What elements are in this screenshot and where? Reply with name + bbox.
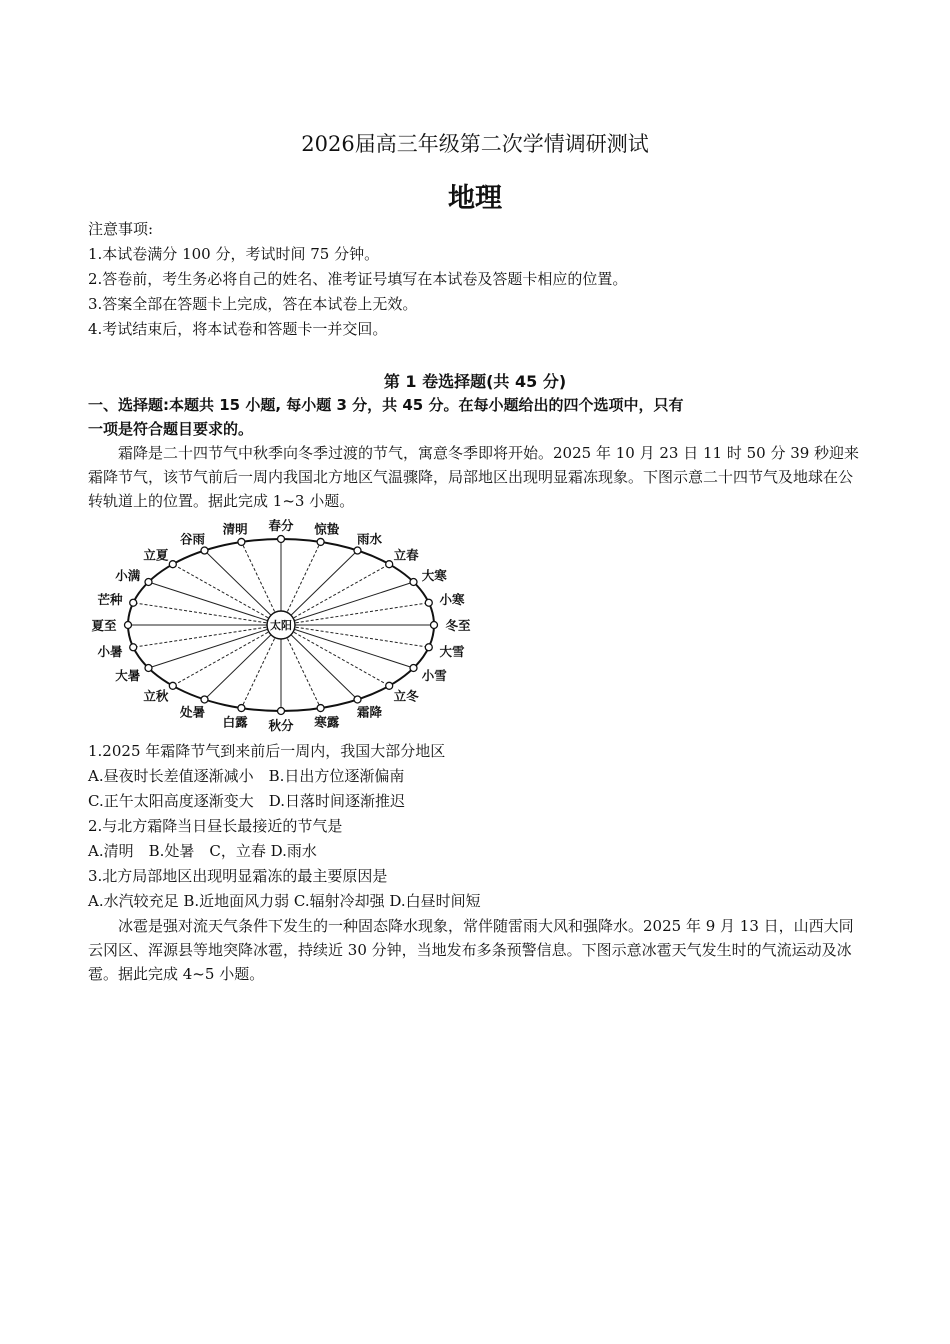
orbit-spoke bbox=[205, 551, 282, 625]
solar-term-label: 小暑 bbox=[97, 643, 123, 659]
orbit-spoke bbox=[281, 603, 429, 625]
orbit-spoke bbox=[173, 564, 281, 625]
solar-term-label: 秋分 bbox=[268, 718, 294, 733]
solar-term-label: 惊蛰 bbox=[314, 521, 340, 537]
question-3-stem: 3.北方局部地区出现明显霜冻的最主要原因是 bbox=[88, 867, 388, 885]
earth-position-dot bbox=[238, 538, 245, 545]
exam-title: 2026届高三年级第二次学情调研测试 bbox=[301, 132, 649, 156]
earth-position-dot bbox=[317, 538, 324, 545]
solar-term-label: 寒露 bbox=[314, 714, 340, 730]
earth-position-dot bbox=[145, 665, 152, 672]
earth-position-dot bbox=[278, 536, 285, 543]
earth-position-dot bbox=[386, 561, 393, 568]
earth-position-dot bbox=[317, 705, 324, 712]
question-1-options: A.昼夜时长差值逐渐减小 B.日出方位逐渐偏南 bbox=[88, 767, 405, 785]
orbit-spoke bbox=[281, 625, 429, 647]
solar-term-label: 雨水 bbox=[356, 531, 383, 547]
passage-hail: 冰雹是强对流天气条件下发生的一种固态降水现象，常伴随雷雨大风和强降水。2025 年 9 月 13 日，山西大同云冈区、浑源县等地突降冰雹，持续近 30 分钟，当地发布多条预警信息。下图示意冰雹天气发生时的气流运动及冰雹。据此完成 4~5 小题。 bbox=[88, 917, 854, 983]
earth-position-dot bbox=[130, 599, 137, 606]
solar-term-label: 大暑 bbox=[115, 668, 141, 683]
solar-term-label: 清明 bbox=[222, 521, 248, 537]
section-instruction: 一项是符合题目要求的。 bbox=[88, 420, 254, 438]
earth-position-dot bbox=[201, 547, 208, 554]
solar-terms-orbit-diagram bbox=[88, 515, 478, 737]
notice-heading: 注意事项: bbox=[88, 220, 154, 238]
orbit-spoke bbox=[205, 625, 282, 699]
solar-term-label: 小满 bbox=[115, 568, 141, 583]
earth-position-dot bbox=[278, 708, 285, 715]
notice-item: 3.答案全部在答题卡上完成，答在本试卷上无效。 bbox=[88, 295, 418, 313]
orbit-spoke bbox=[173, 625, 281, 686]
orbit-spoke bbox=[133, 603, 281, 625]
solar-term-label: 霜降 bbox=[356, 704, 383, 720]
solar-term-label: 大寒 bbox=[421, 568, 447, 583]
orbit-spoke bbox=[281, 582, 414, 625]
solar-term-label: 立冬 bbox=[393, 688, 419, 704]
section-title: 第 1 卷选择题(共 45 分) bbox=[383, 372, 567, 391]
orbit-spoke bbox=[281, 625, 358, 699]
orbit-spoke bbox=[148, 582, 281, 625]
earth-position-dot bbox=[145, 579, 152, 586]
orbit-spoke bbox=[281, 625, 389, 686]
question-1-stem: 1.2025 年霜降节气到来前后一周内，我国大部分地区 bbox=[88, 742, 446, 760]
earth-position-dot bbox=[354, 547, 361, 554]
solar-term-label: 芒种 bbox=[97, 592, 123, 608]
orbit-spoke bbox=[281, 551, 358, 625]
orbit-spoke bbox=[281, 564, 389, 625]
earth-position-dot bbox=[169, 561, 176, 568]
question-1-options: C.正午太阳高度逐渐变大 D.日落时间逐渐推迟 bbox=[88, 792, 405, 810]
orbit-spoke bbox=[133, 625, 281, 647]
earth-position-dot bbox=[425, 644, 432, 651]
solar-term-label: 白露 bbox=[222, 714, 248, 730]
solar-term-label: 冬至 bbox=[445, 618, 471, 633]
orbit-spoke bbox=[281, 625, 414, 668]
earth-position-dot bbox=[201, 696, 208, 703]
question-2-options: A.清明 B.处暑 C，立春 D.雨水 bbox=[88, 842, 317, 860]
earth-position-dot bbox=[238, 705, 245, 712]
sun-label: 太阳 bbox=[270, 619, 292, 632]
solar-term-label: 大雪 bbox=[439, 643, 465, 659]
subject-title: 地理 bbox=[448, 183, 502, 214]
solar-term-label: 小雪 bbox=[421, 668, 447, 683]
notice-item: 4.考试结束后，将本试卷和答题卡一并交回。 bbox=[88, 320, 388, 338]
earth-position-dot bbox=[386, 682, 393, 689]
earth-position-dot bbox=[431, 622, 438, 629]
notice-item: 2.答卷前，考生务必将自己的姓名、准考证号填写在本试卷及答题卡相应的位置。 bbox=[88, 270, 628, 288]
notice-item: 1.本试卷满分 100 分，考试时间 75 分钟。 bbox=[88, 245, 380, 263]
passage-frost: 霜降是二十四节气中秋季向冬季过渡的节气，寓意冬季即将开始。2025 年 10 月 23 日 11 时 50 分 39 秒迎来霜降节气，该节气前后一周内我国北方地区气温骤降，局部地区出现明显霜冻现象。下图示意二十四节气及地球在公转轨道上的位置。据此完成 1~3 小题。 bbox=[88, 444, 860, 510]
question-2-stem: 2.与北方霜降当日昼长最接近的节气是 bbox=[88, 817, 343, 835]
earth-position-dot bbox=[410, 665, 417, 672]
solar-term-label: 处暑 bbox=[179, 704, 206, 720]
earth-position-dot bbox=[410, 579, 417, 586]
section-instruction: 一、选择题:本题共 15 小题, 每小题 3 分，共 45 分。在每小题给出的四个选项中，只有 bbox=[88, 396, 684, 414]
earth-position-dot bbox=[125, 622, 132, 629]
solar-term-label: 立夏 bbox=[143, 547, 169, 563]
solar-term-label: 夏至 bbox=[91, 618, 117, 633]
earth-position-dot bbox=[425, 599, 432, 606]
solar-term-label: 小寒 bbox=[439, 592, 465, 608]
solar-term-label: 立秋 bbox=[143, 688, 169, 704]
orbit-spoke bbox=[148, 625, 281, 668]
solar-term-label: 春分 bbox=[268, 518, 294, 533]
earth-position-dot bbox=[130, 644, 137, 651]
earth-position-dot bbox=[169, 682, 176, 689]
earth-position-dot bbox=[354, 696, 361, 703]
question-3-options: A.水汽较充足 B.近地面风力弱 C.辐射冷却强 D.白昼时间短 bbox=[88, 892, 481, 910]
solar-term-label: 立春 bbox=[393, 547, 419, 563]
solar-term-label: 谷雨 bbox=[179, 531, 206, 547]
